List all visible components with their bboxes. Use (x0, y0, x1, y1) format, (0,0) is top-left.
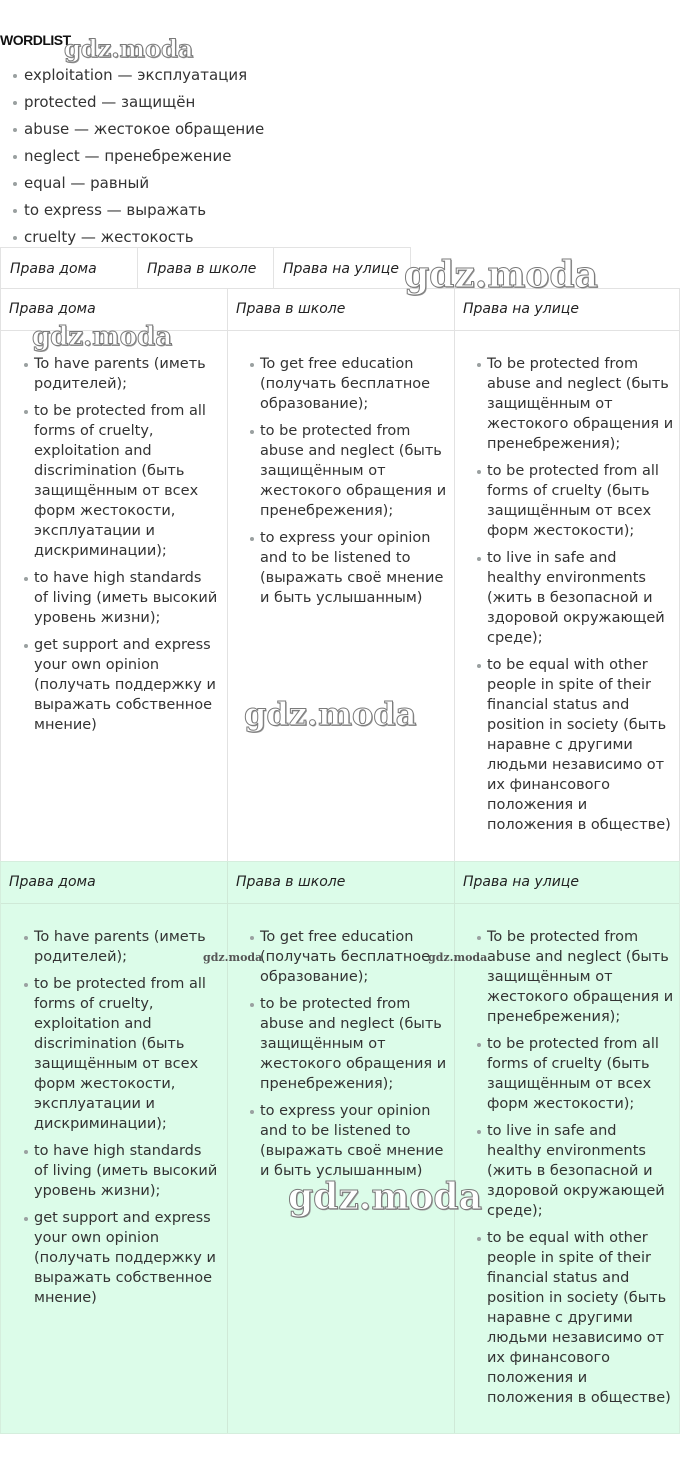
list-item: To get free education (получать бесплатное образование); (250, 354, 452, 414)
list-item: to live in safe and healthy environments (жить в безопасной и здоровой окружающей среде); (477, 1121, 679, 1221)
watermark: gdz.moda (64, 34, 194, 63)
cell-home (24, 927, 224, 1315)
header-home: Права дома (9, 301, 96, 317)
wordlist-item: equal — равный (0, 170, 264, 197)
list-item: to express your opinion and to be listened to (выражать своё мнение и быть услышанным) (250, 1101, 452, 1181)
wordlist-title: WORDLIST (0, 32, 71, 48)
cell-school (250, 354, 452, 615)
header-home: Права дома (9, 874, 96, 890)
watermark: gdz.moda (32, 322, 173, 352)
list-item: to express your opinion and to be listened to (выражать своё мнение и быть услышанным) (250, 528, 452, 608)
list-item: get support and express your own opinion (получать поддержку и выражать собственное мнение) (24, 1208, 224, 1308)
tab-home-rights[interactable]: Права дома (0, 247, 138, 289)
list-item: to have high standards of living (иметь высокий уровень жизни); (24, 568, 224, 628)
watermark: gdz.moda (428, 951, 488, 964)
wordlist-item: to express — выражать (0, 197, 264, 224)
watermark: gdz.moda (244, 695, 417, 733)
tab-school-rights[interactable]: Права в школе (137, 247, 274, 289)
list-item: to be protected from abuse and neglect (быть защищённым от жестокого обращения и пренебрежения); (250, 994, 452, 1094)
wordlist-item: abuse — жестокое обращение (0, 116, 264, 143)
list-item: to be protected from abuse and neglect (быть защищённым от жестокого обращения и пренебрежения); (250, 421, 452, 521)
tab-street-rights[interactable]: Права на улице (273, 247, 411, 289)
list-item: to have high standards of living (иметь высокий уровень жизни); (24, 1141, 224, 1201)
cell-home (24, 354, 224, 742)
header-street: Права на улице (463, 874, 579, 890)
header-school: Права в школе (236, 874, 346, 890)
list-item: To be protected from abuse and neglect (быть защищённым от жестокого обращения и пренебрежения); (477, 354, 679, 454)
header-school: Права в школе (236, 301, 346, 317)
watermark: gdz.moda (288, 1176, 482, 1218)
table-header-row (1, 862, 679, 904)
list-item: To have parents (иметь родителей); (24, 927, 224, 967)
wordlist-item: exploitation — эксплуатация (0, 62, 264, 89)
list-item: to be protected from all forms of cruelty, exploitation and discrimination (быть защищённым от всех форм жестокости, эксплуатации и дискриминации); (24, 974, 224, 1134)
header-street: Права на улице (463, 301, 579, 317)
table-header-row (1, 289, 679, 331)
list-item: to be protected from all forms of cruelty (быть защищённым от всех форм жестокости); (477, 461, 679, 541)
watermark: gdz.moda (203, 951, 263, 964)
wordlist (0, 62, 264, 251)
wordlist-item: cruelty — жестокость (0, 224, 264, 251)
list-item: To get free education (получать бесплатное образование); (250, 927, 452, 987)
cell-school (250, 927, 452, 1188)
list-item: To be protected from abuse and neglect (быть защищённым от жестокого обращения и пренебрежения); (477, 927, 679, 1027)
tab-bar (0, 247, 411, 289)
list-item: get support and express your own opinion (получать поддержку и выражать собственное мнение) (24, 635, 224, 735)
rights-table (0, 288, 680, 862)
list-item: To have parents (иметь родителей); (24, 354, 224, 394)
list-item: to be protected from all forms of cruelty (быть защищённым от всех форм жестокости); (477, 1034, 679, 1114)
wordlist-item: protected — защищён (0, 89, 264, 116)
cell-street (477, 927, 679, 1415)
wordlist-item: neglect — пренебрежение (0, 143, 264, 170)
list-item: to be equal with other people in spite of their financial status and position in society (быть наравне с другими людьми независимо от их финансового положения и положения в обществе) (477, 655, 679, 835)
cell-street (477, 354, 679, 842)
list-item: to be protected from all forms of cruelty, exploitation and discrimination (быть защищённым от всех форм жестокости, эксплуатации и дискриминации); (24, 401, 224, 561)
list-item: to be equal with other people in spite of their financial status and position in society (быть наравне с другими людьми независимо от их финансового положения и положения в обществе) (477, 1228, 679, 1408)
list-item: to live in safe and healthy environments (жить в безопасной и здоровой окружающей среде); (477, 548, 679, 648)
rights-table-highlighted (0, 861, 680, 1434)
watermark: gdz.moda (404, 254, 598, 296)
